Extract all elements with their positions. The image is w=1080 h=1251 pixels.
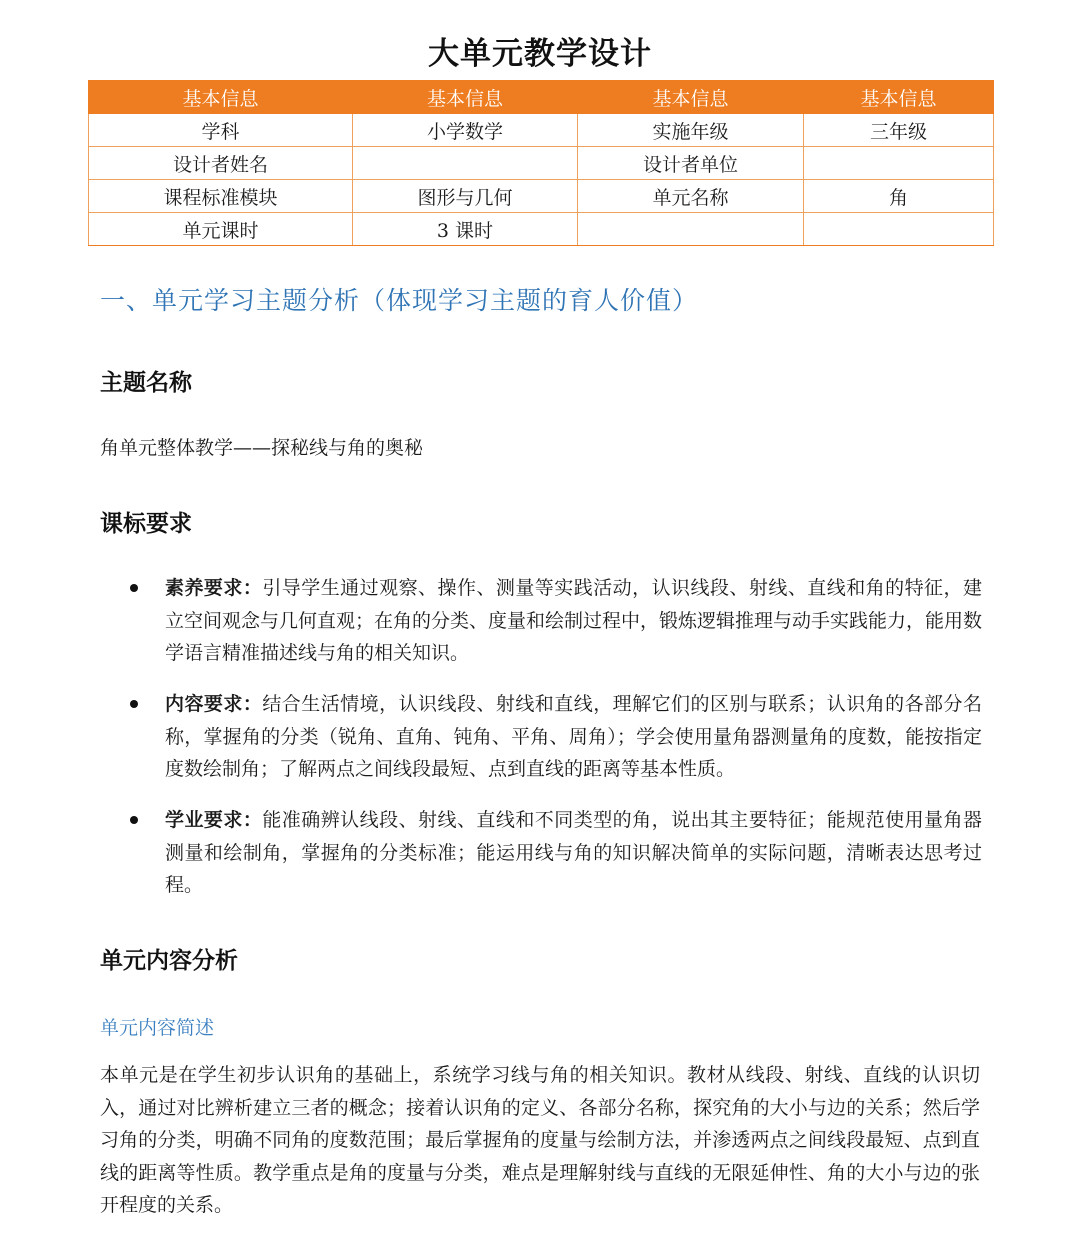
table-cell <box>804 147 994 180</box>
table-cell: 设计者单位 <box>578 147 804 180</box>
table-cell <box>804 213 994 246</box>
content-subheading: 单元内容简述 <box>100 1017 215 1039</box>
table-cell: 课程标准模块 <box>89 180 353 213</box>
basic-info-table <box>88 80 994 246</box>
theme-text: 角单元整体教学——探秘线与角的奥秘 <box>100 437 424 459</box>
table-header-row <box>89 81 994 114</box>
bullet-body: 引导学生通过观察、操作、测量等实践活动，认识线段、射线、直线和角的特征，建立空间观念与几何直观；在角的分类、度量和绘制过程中，锻炼逻辑推理与动手实践能力，能用数学语言精准描述线与角的相关知识。 <box>165 577 983 664</box>
content-paragraph: 本单元是在学生初步认识角的基础上，系统学习线与角的相关知识。教材从线段、射线、直线的认识切入，通过对比辨析建立三者的概念；接着认识角的定义、各部分名称，探究角的大小与边的关系；然后学习角的分类，明确不同角的度数范围；最后掌握角的度量与绘制方法，并渗透两点之间线段最短、点到直线的距离等性质。教学重点是角的度量与分类，难点是理解射线与直线的无限延伸性、角的大小与边的张开程度的关系。 <box>100 1064 980 1216</box>
table-cell: 3 课时 <box>353 213 578 246</box>
table-cell: 实施年级 <box>578 114 804 147</box>
bullet-body: 结合生活情境，认识线段、射线和直线，理解它们的区别与联系；认识角的各部分名称，掌握角的分类（锐角、直角、钝角、平角、周角）；学会使用量角器测量角的度数，能按指定度数绘制角；了解两点之间线段最短、点到直线的距离等基本性质。 <box>165 693 982 780</box>
bullet-icon <box>130 584 138 592</box>
table-cell: 单元课时 <box>89 213 353 246</box>
table-cell <box>578 213 804 246</box>
bullet-text <box>165 804 982 902</box>
bullet-text <box>165 572 982 670</box>
bullet-text <box>165 688 982 786</box>
theme-heading: 主题名称 <box>100 369 192 396</box>
table-cell: 三年级 <box>804 114 994 147</box>
bullet-icon <box>130 816 138 824</box>
list-item <box>100 688 982 786</box>
bullet-label: 学业要求： <box>165 809 263 831</box>
table-cell <box>353 147 578 180</box>
bullet-label: 素养要求： <box>165 577 263 599</box>
table-cell: 单元名称 <box>578 180 804 213</box>
bullet-icon <box>130 700 138 708</box>
table-row <box>89 114 994 147</box>
table-cell: 设计者姓名 <box>89 147 353 180</box>
section-heading: 一、单元学习主题分析（体现学习主题的育人价值） <box>100 286 699 315</box>
table-header-cell: 基本信息 <box>89 81 353 114</box>
table-row <box>89 180 994 213</box>
table-row <box>89 213 994 246</box>
table-cell: 小学数学 <box>353 114 578 147</box>
list-item <box>100 572 982 670</box>
document-title: 大单元教学设计 <box>428 36 652 72</box>
table-cell: 学科 <box>89 114 353 147</box>
table-header-cell: 基本信息 <box>578 81 804 114</box>
content-analysis-heading: 单元内容分析 <box>100 947 238 974</box>
table-cell: 角 <box>804 180 994 213</box>
table-header-cell: 基本信息 <box>353 81 578 114</box>
table-row <box>89 147 994 180</box>
list-item <box>100 804 982 902</box>
bullet-body: 能准确辨认线段、射线、直线和不同类型的角，说出其主要特征；能规范使用量角器测量和绘制角，掌握角的分类标准；能运用线与角的知识解决简单的实际问题，清晰表达思考过程。 <box>165 809 982 896</box>
standards-heading: 课标要求 <box>100 510 192 537</box>
table-cell: 图形与几何 <box>353 180 578 213</box>
table-header-cell: 基本信息 <box>804 81 994 114</box>
bullet-label: 内容要求： <box>165 693 263 715</box>
